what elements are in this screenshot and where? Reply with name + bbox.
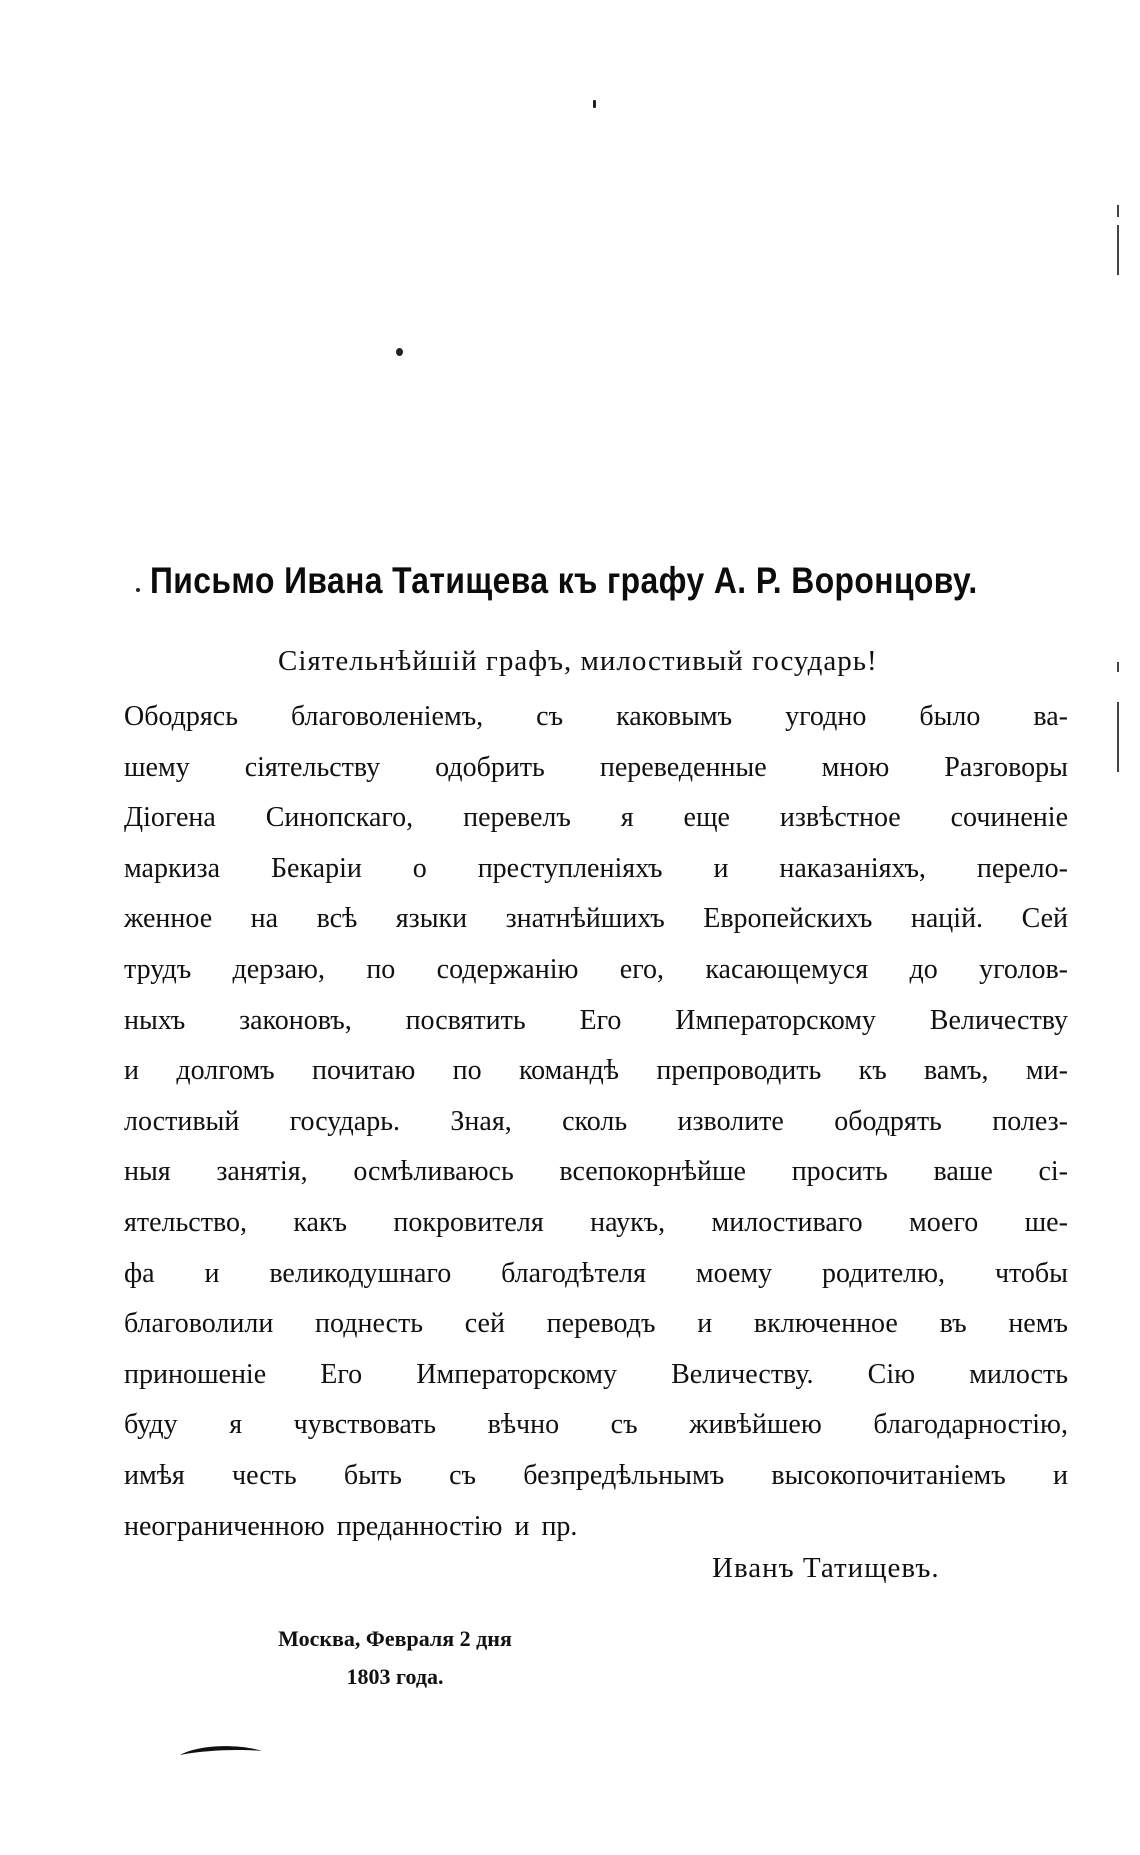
body-word: я xyxy=(229,1409,243,1441)
body-word: языки xyxy=(395,903,468,935)
body-word: приношеніе xyxy=(124,1358,267,1390)
body-word: сочиненіе xyxy=(950,802,1068,834)
body-word: ше- xyxy=(1024,1206,1068,1238)
ornament-rule-icon xyxy=(180,1742,262,1756)
body-line xyxy=(124,793,1068,844)
body-word: сі- xyxy=(1038,1156,1068,1188)
body-word: Разговоры xyxy=(944,751,1068,783)
salutation: Сіятельнѣйшій графъ, милостивый государь! xyxy=(278,645,878,677)
body-word: одобрить xyxy=(435,751,545,783)
body-word: и xyxy=(204,1257,220,1289)
body-word: Синопскаго, xyxy=(265,802,414,834)
body-word: извѣстное xyxy=(779,802,901,834)
body-word: до xyxy=(909,953,938,985)
body-word: съ xyxy=(449,1459,477,1491)
body-word: Сей xyxy=(1021,903,1068,935)
body-word: каковымъ xyxy=(616,701,733,732)
scan-speck xyxy=(593,100,596,108)
body-word: благоволеніемъ, xyxy=(290,701,484,732)
scan-edge-mark xyxy=(1117,225,1119,275)
body-word: и xyxy=(713,852,729,884)
body-word: Величеству xyxy=(929,1004,1068,1036)
body-word: чтобы xyxy=(994,1257,1068,1289)
body-word: знатнѣйшихъ xyxy=(505,903,665,935)
body-word: чувствовать xyxy=(293,1409,437,1441)
body-word: изволите xyxy=(677,1105,784,1137)
body-line xyxy=(124,1299,1068,1350)
body-word: съ xyxy=(536,701,564,732)
body-word: законовъ, xyxy=(239,1004,352,1036)
body-word: немъ xyxy=(1008,1308,1068,1340)
letter-body xyxy=(124,692,1068,1552)
body-word: почитаю xyxy=(312,1055,416,1087)
scan-edge-mark xyxy=(1117,205,1119,217)
body-word: и xyxy=(697,1308,713,1340)
body-word: о xyxy=(412,852,427,884)
scan-edge-mark xyxy=(1117,702,1119,772)
body-word: Бекаріи xyxy=(270,852,362,884)
body-word: какъ xyxy=(293,1206,348,1238)
body-line xyxy=(124,1097,1068,1148)
body-word: быть xyxy=(343,1459,402,1491)
body-word: моего xyxy=(908,1206,979,1238)
body-word: маркиза xyxy=(124,852,221,884)
body-word: перевелъ xyxy=(463,802,571,834)
body-line xyxy=(124,1451,1068,1502)
body-word: перело- xyxy=(976,852,1068,884)
body-word: его, xyxy=(619,953,664,985)
body-word: Его xyxy=(579,1004,622,1036)
place-date-line: Москва, Февраля 2 дня xyxy=(278,1626,512,1651)
body-line xyxy=(124,692,1068,743)
body-word: ободрять xyxy=(834,1105,942,1137)
body-word: сіятельству xyxy=(244,751,381,783)
body-line xyxy=(124,1198,1068,1249)
body-word: благоволили xyxy=(124,1308,274,1340)
body-word: всѣ xyxy=(316,903,358,935)
body-word: по xyxy=(366,953,396,985)
place-date-line: 1803 года. xyxy=(346,1664,444,1689)
body-word: включенное xyxy=(753,1308,898,1340)
body-word: ныя xyxy=(124,1156,171,1188)
body-word: ныхъ xyxy=(124,1004,186,1036)
body-line xyxy=(124,743,1068,794)
body-word: Его xyxy=(320,1358,363,1390)
body-word: моему xyxy=(695,1257,773,1289)
body-word: препроводить xyxy=(656,1055,822,1087)
body-word: благодѣтеля xyxy=(501,1257,647,1289)
body-word: буду xyxy=(124,1409,178,1441)
body-word: Европейскихъ xyxy=(703,903,873,935)
body-word: вѣчно xyxy=(487,1409,560,1441)
body-word: Императорскому xyxy=(675,1004,876,1036)
body-line xyxy=(124,844,1068,895)
body-word: безпредѣльнымъ xyxy=(523,1459,725,1491)
body-word: было xyxy=(919,701,981,732)
letter-title: Письмо Ивана Татищева къ графу А. Р. Воронцову. xyxy=(150,560,978,601)
body-word: наказаніяхъ, xyxy=(779,852,926,884)
body-word: родителю, xyxy=(822,1257,946,1289)
body-word: съ xyxy=(610,1409,638,1441)
body-word: Императорскому xyxy=(416,1358,617,1390)
body-word: ваше xyxy=(933,1156,993,1188)
body-line xyxy=(124,1147,1068,1198)
body-word: Величеству. xyxy=(671,1358,814,1390)
body-line xyxy=(124,1502,1068,1553)
body-word: занятія, xyxy=(216,1156,308,1188)
body-word: преступленіяхъ xyxy=(477,852,663,884)
body-word: уголов- xyxy=(979,953,1068,985)
body-word: сей xyxy=(464,1308,505,1340)
body-word: осмѣливаюсь xyxy=(353,1156,514,1188)
body-word: фа xyxy=(124,1257,155,1289)
body-word: лостивый xyxy=(124,1105,240,1137)
body-word: высокопочитаніемъ xyxy=(771,1459,1006,1491)
body-word: долгомъ xyxy=(176,1055,275,1087)
body-line xyxy=(124,945,1068,996)
body-line xyxy=(124,1046,1068,1097)
body-word: я xyxy=(620,802,634,834)
body-word: командѣ xyxy=(518,1055,620,1087)
body-word: ятельство, xyxy=(124,1206,247,1238)
body-line xyxy=(124,1350,1068,1401)
body-word: на xyxy=(250,903,279,935)
body-word: вамъ, xyxy=(924,1055,989,1087)
body-word: государь. xyxy=(289,1105,400,1137)
body-word: неограниченною xyxy=(124,1510,325,1542)
body-word: благодарностію, xyxy=(873,1409,1068,1441)
body-word: посвятить xyxy=(405,1004,526,1036)
body-word: дерзаю, xyxy=(232,953,325,985)
body-word: наукъ, xyxy=(590,1206,666,1238)
body-line xyxy=(124,894,1068,945)
body-word: содержанію xyxy=(436,953,579,985)
scan-speck xyxy=(136,588,140,592)
body-line xyxy=(124,1249,1068,1300)
body-word: честь xyxy=(232,1459,297,1491)
body-word: милостиваго xyxy=(711,1206,863,1238)
body-word: покровителя xyxy=(393,1206,544,1238)
body-word: Діогена xyxy=(124,802,216,834)
body-word: имѣя xyxy=(124,1459,185,1491)
body-word: ми- xyxy=(1025,1055,1068,1087)
body-word: шему xyxy=(124,751,190,783)
body-word: касающемуся xyxy=(705,953,869,985)
body-word: переводъ xyxy=(546,1308,656,1340)
body-word: пр. xyxy=(541,1510,578,1542)
body-word: полез- xyxy=(992,1105,1068,1137)
body-word: по xyxy=(452,1055,482,1087)
scan-speck xyxy=(396,348,403,356)
body-word: угодно xyxy=(785,701,867,732)
body-word: женное xyxy=(124,903,213,935)
body-word: Зная, xyxy=(450,1105,512,1137)
body-word: переведенные xyxy=(599,751,767,783)
body-word: всепокорнѣйше xyxy=(559,1156,746,1188)
body-word: и xyxy=(514,1510,530,1542)
body-word: мною xyxy=(821,751,890,783)
body-line xyxy=(124,1400,1068,1451)
body-word: Ободрясь xyxy=(124,701,238,732)
body-word: и xyxy=(1052,1459,1068,1491)
signature: Иванъ Татищевъ. xyxy=(712,1552,940,1584)
body-word: Сію xyxy=(867,1358,916,1390)
body-word: просить xyxy=(791,1156,888,1188)
body-word: сколь xyxy=(562,1105,628,1137)
body-word: къ xyxy=(858,1055,887,1087)
body-word: націй. xyxy=(910,903,984,935)
body-word: преданностію xyxy=(336,1510,503,1542)
scan-edge-mark xyxy=(1117,662,1119,672)
body-word: трудъ xyxy=(124,953,192,985)
body-word: поднесть xyxy=(315,1308,424,1340)
body-word: и xyxy=(124,1055,139,1087)
place-date xyxy=(245,1620,545,1696)
body-word: милость xyxy=(969,1358,1068,1390)
body-word: въ xyxy=(939,1308,967,1340)
body-word: великодушнаго xyxy=(269,1257,452,1289)
body-word: еще xyxy=(683,802,730,834)
body-word: живѣйшею xyxy=(689,1409,822,1441)
body-line xyxy=(124,996,1068,1047)
body-word: ва- xyxy=(1033,701,1068,732)
